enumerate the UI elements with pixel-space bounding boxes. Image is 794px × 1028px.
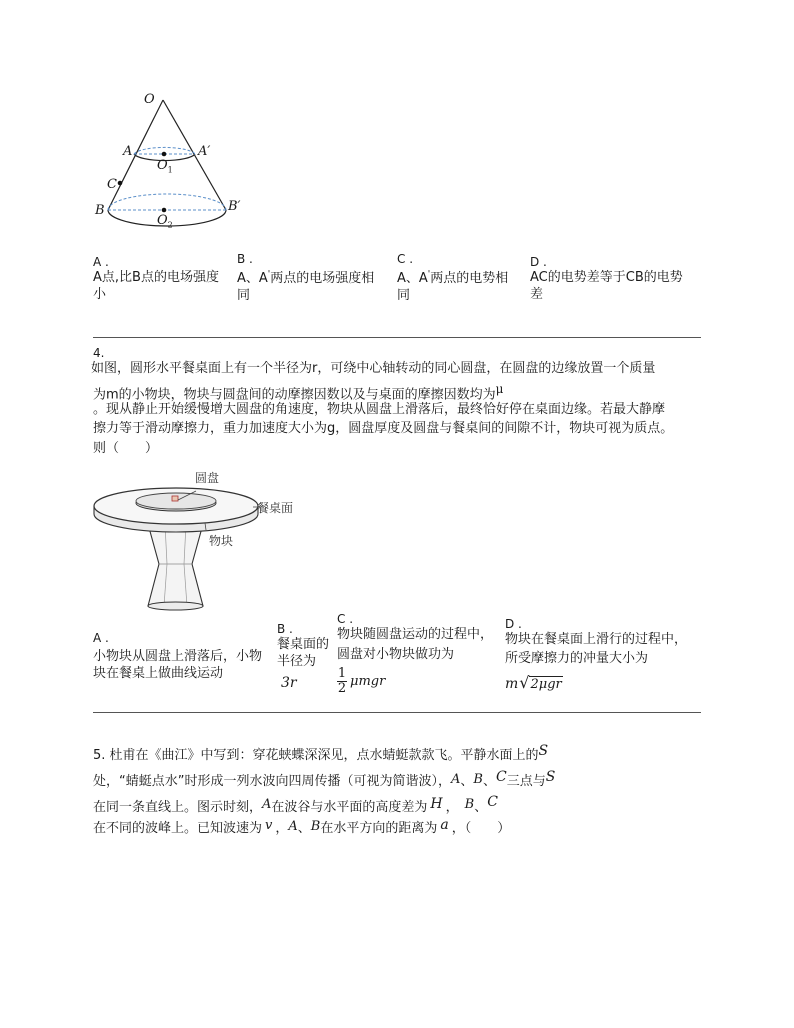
option-text-line: 物块随圆盘运动的过程中， <box>337 627 494 642</box>
cone-figure <box>88 88 263 238</box>
option-text-line: 小物块从圆盘上滑落后，小物 <box>93 649 263 664</box>
q3-option-c[interactable] <box>397 252 508 304</box>
option-text-line: 物块在餐桌面上滑行的过程中， <box>505 632 688 647</box>
option-text-line: 小 <box>93 287 107 302</box>
option-letter: A . <box>93 255 109 269</box>
divider-q4-q5 <box>93 712 701 713</box>
figure-label-block: 物块 <box>209 534 234 548</box>
option-text-line: 差 <box>530 287 544 302</box>
q5-stem-line: 在不同的波峰上。已知波速为 v ，A、B在水平方向的距离为 a ，（ ） <box>93 817 511 836</box>
option-letter: A . <box>93 631 109 645</box>
q5-stem-line: 5. 杜甫在《曲江》中写到：穿花蛱蝶深深见，点水蜻蜓款款飞。平静水面上的S <box>93 743 549 763</box>
option-text-line: 所受摩擦力的冲量大小为 <box>505 651 649 666</box>
table-pedestal <box>148 524 203 606</box>
point-c <box>118 181 123 186</box>
option-text-line: AC的电势差等于CB的电势 <box>530 270 683 285</box>
bottom-ellipse-back <box>108 194 226 210</box>
label-o1: $O_1$ <box>157 158 173 175</box>
option-letter: D . <box>505 617 522 631</box>
q4-stem-line: 如图，圆形水平餐桌面上有一个半径为r，可绕中心轴转动的同心圆盘，在圆盘的边缘放置一个质量 <box>91 361 656 376</box>
block-rect <box>172 496 178 501</box>
option-letter: B . <box>277 622 293 636</box>
option-text-line: 同 <box>397 288 411 303</box>
option-letter: C . <box>397 252 414 266</box>
label-a: A <box>123 144 133 159</box>
option-formula: 1 2 μmgr <box>337 666 386 696</box>
q4-option-d[interactable] <box>505 617 687 692</box>
option-letter: C . <box>337 612 354 626</box>
point-o2 <box>162 208 167 213</box>
label-b-prime: B′ <box>228 199 241 214</box>
q4-number: 4. <box>93 346 105 360</box>
option-formula: 3r <box>281 675 297 691</box>
option-text-line: A点,比B点的电场强度 <box>93 270 219 285</box>
option-text-line: A、A'两点的电势相 <box>397 269 509 286</box>
q4-option-c[interactable] <box>337 612 493 696</box>
q4-stem-line: 为m的小物块，物块与圆盘间的动摩擦因数以及与桌面的摩擦因数均为μ <box>93 382 504 403</box>
q5-stem-line: 处，“蜻蜓点水”时形成一列水波向四周传播（可视为简谐波），A、B、C三点与S <box>93 769 556 789</box>
option-letter: B . <box>237 252 253 266</box>
figure-label-disk: 圆盘 <box>195 471 220 485</box>
divider-q3-q4 <box>93 337 701 338</box>
label-o2: $O_2$ <box>157 213 173 230</box>
q4-option-a[interactable] <box>93 631 262 682</box>
label-c: C <box>107 177 117 192</box>
label-o: O <box>144 92 155 107</box>
option-text-line: 同 <box>237 288 251 303</box>
option-text-line: 半径为 <box>277 654 317 669</box>
option-text-line: 块在餐桌上做曲线运动 <box>93 666 224 681</box>
dining-table-figure <box>88 466 308 618</box>
point-o1 <box>162 152 167 157</box>
label-b: B <box>95 203 105 218</box>
option-text-line: 圆盘对小物块做功为 <box>337 647 455 662</box>
q4-option-b[interactable] <box>277 622 329 691</box>
q3-option-a[interactable] <box>93 255 219 303</box>
q3-option-b[interactable] <box>237 252 374 304</box>
q4-stem-line: 。现从静止开始缓慢增大圆盘的角速度，物块从圆盘上滑落后，最终恰好停在桌面边缘。若最大静摩 <box>93 402 666 417</box>
option-formula: m √ 2μgr <box>505 673 562 692</box>
option-text-line: 餐桌面的 <box>277 637 330 652</box>
option-text-line: A、A'两点的电场强度相 <box>237 269 375 286</box>
q3-option-d[interactable] <box>530 255 683 303</box>
figure-label-tabletop: 餐桌面 <box>257 501 294 515</box>
label-a-prime: A′ <box>198 144 211 159</box>
option-letter: D . <box>530 255 547 269</box>
q5-stem-line: 在同一条直线上。图示时刻，A在波谷与水平面的高度差为 H ， B、C <box>93 794 498 815</box>
q4-stem-line: 擦力等于滑动摩擦力，重力加速度大小为g，圆盘厚度及圆盘与餐桌间的间隙不计，物块可视为质点。 <box>93 421 674 436</box>
q4-stem-line: 则（ ） <box>93 441 159 456</box>
